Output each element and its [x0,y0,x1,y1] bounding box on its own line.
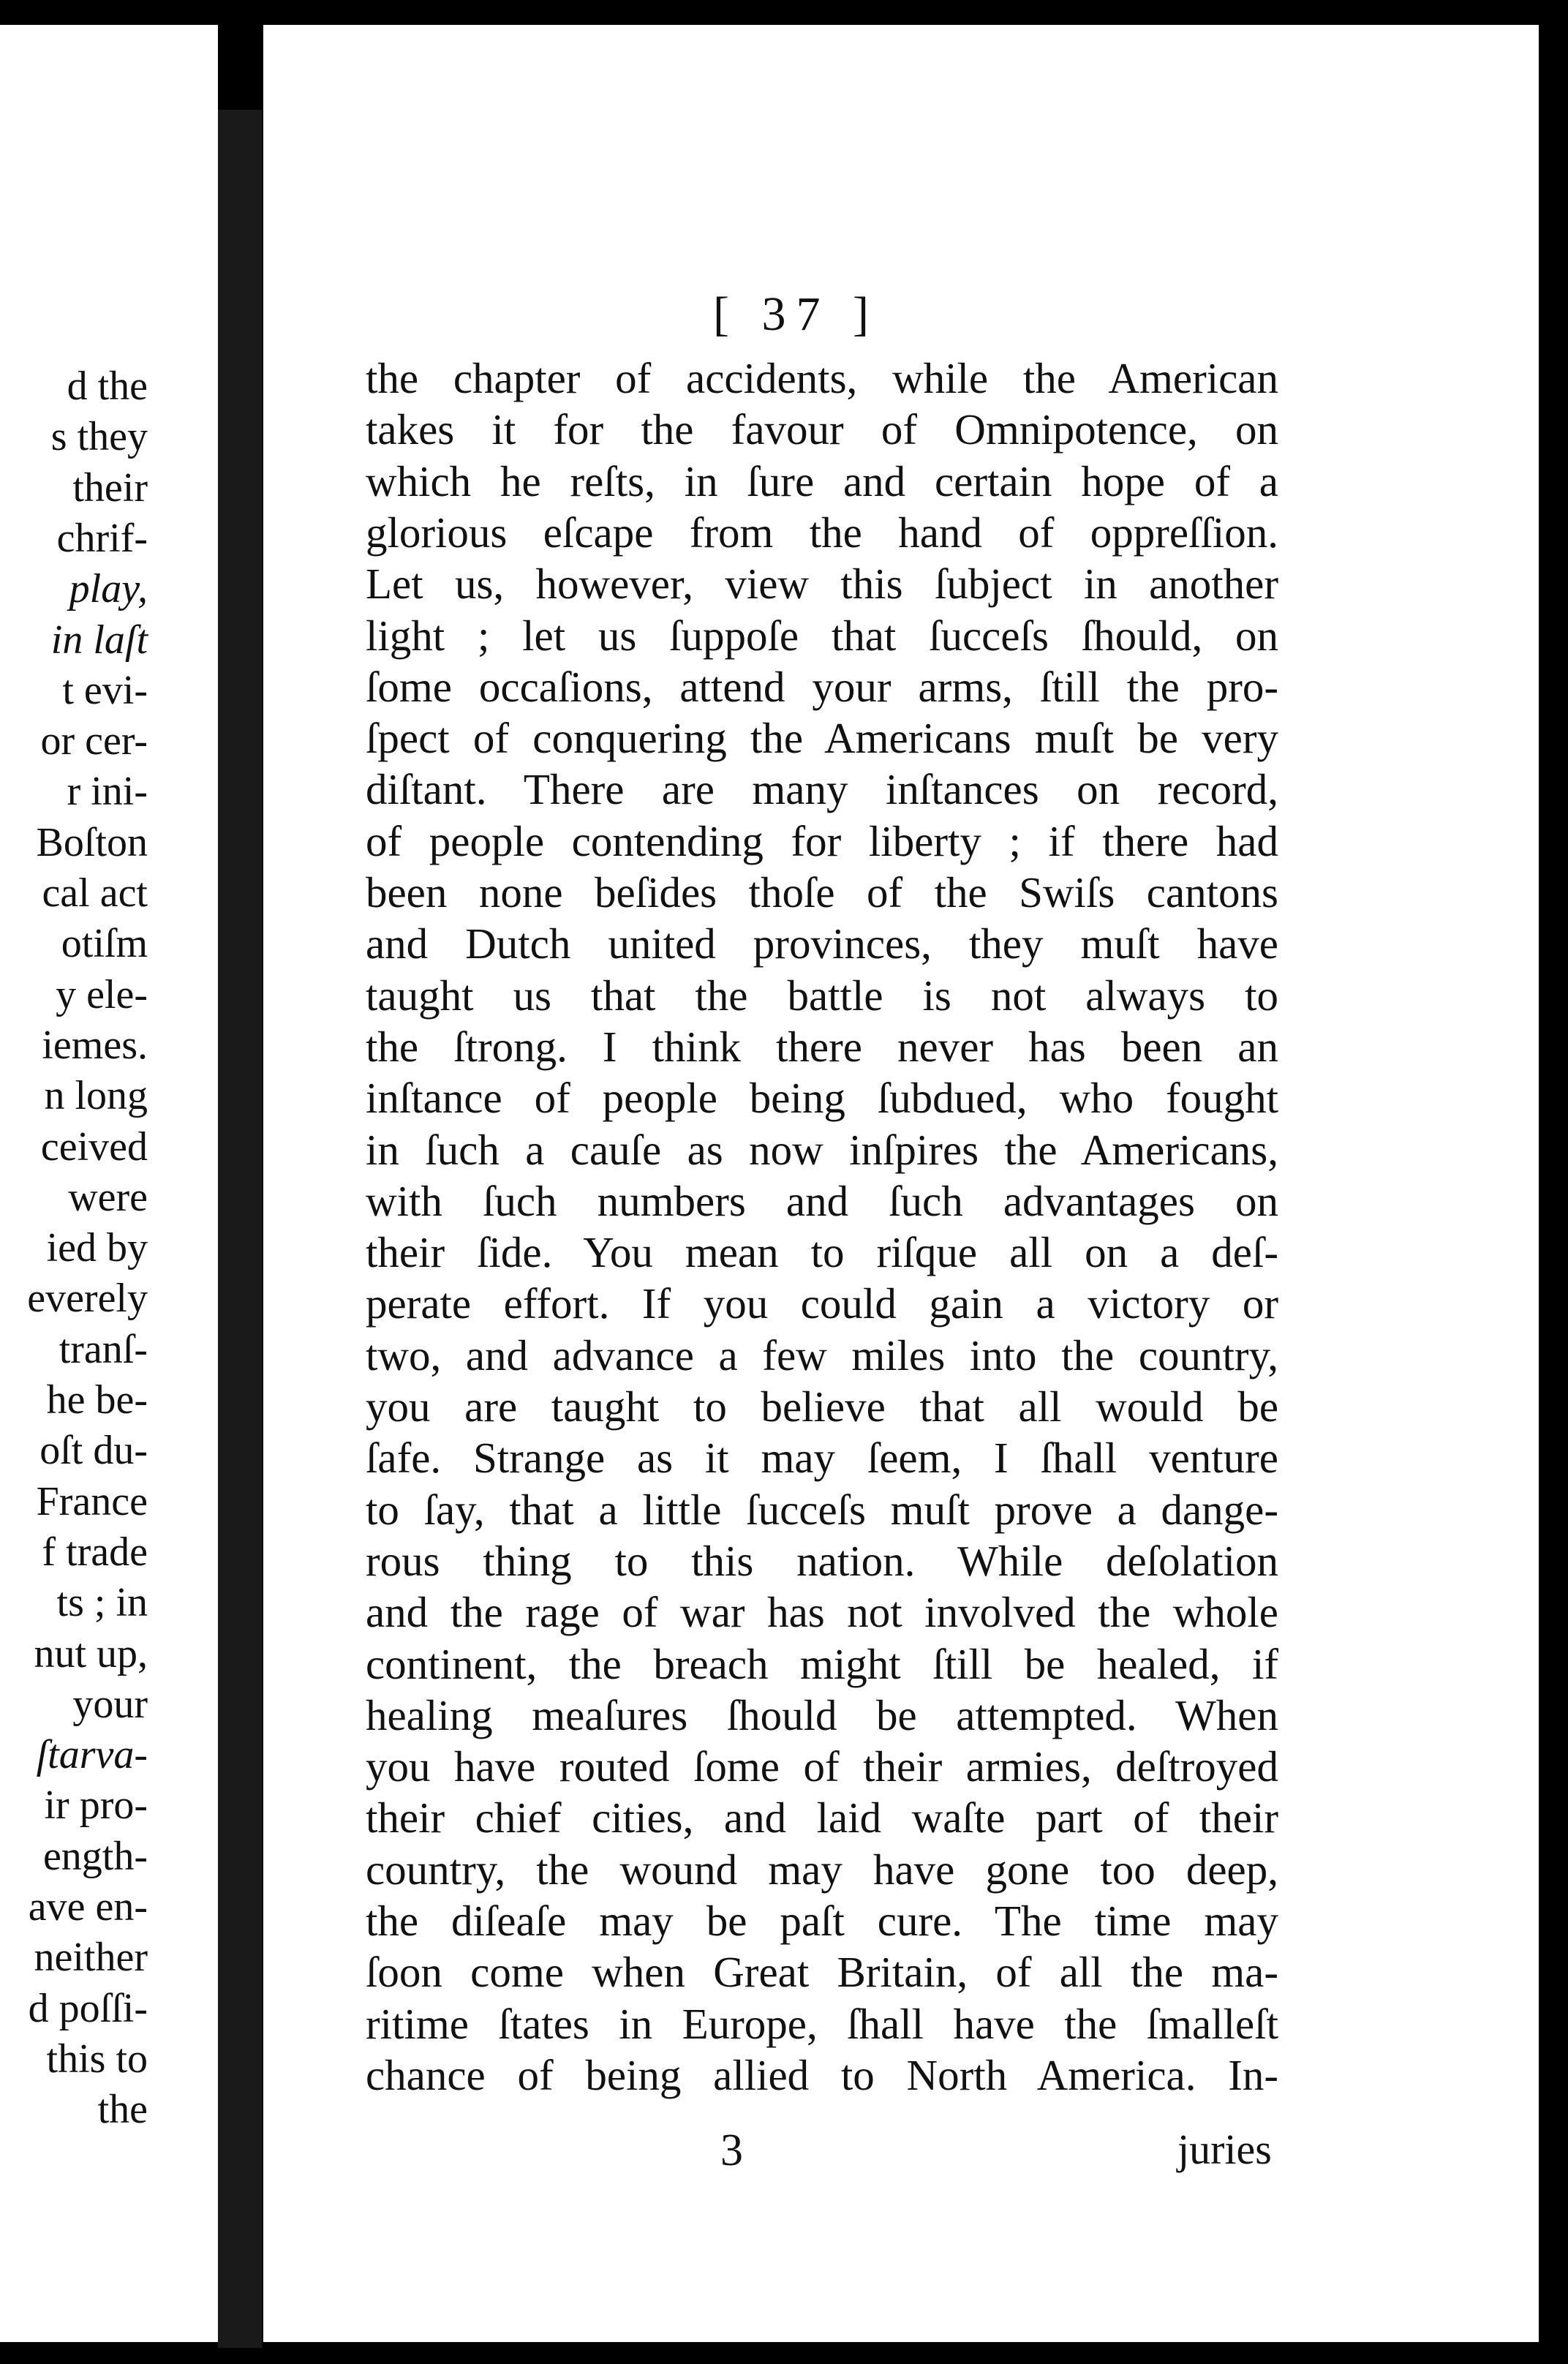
text-line: Let us, however, view this ſubject in another [366,560,1278,609]
left-page-line: n long [44,1073,148,1119]
left-page-line: the [97,2087,148,2133]
left-page-line: chrif- [56,515,148,561]
left-page-line: neither [34,1935,148,1981]
left-page-line: were [68,1174,148,1220]
text-line: to ſay, that a little ſucceſs muſt prove a dange- [366,1485,1278,1534]
text-line: the diſeaſe may be paſt cure. The time may [366,1897,1278,1945]
catchword: juries [1177,2126,1272,2173]
text-line: country, the wound may have gone too deep, [366,1845,1278,1894]
text-line: their ſide. You mean to riſque all on a deſ- [366,1228,1278,1277]
text-line: takes it for the favour of Omnipotence, on [366,405,1278,454]
right-page-edge [1539,25,1568,2342]
left-page-line: f trade [42,1529,148,1575]
text-line: ritime ſtates in Europe, ſhall have the ſmalleſt [366,1999,1278,2048]
text-line: ſome occaſions, attend your arms, ſtill the pro- [366,662,1278,711]
text-line: of people contending for liberty ; if there had [366,816,1278,865]
page-number: [ 37 ] [713,287,879,341]
left-page-line: oſt du- [39,1428,148,1474]
left-page-line: r ini- [67,769,148,815]
text-line: healing meaſures ſhould be attempted. When [366,1690,1278,1739]
left-page-line: or cer- [40,718,148,764]
text-line: two, and advance a few miles into the country, [366,1330,1278,1379]
text-line: you have routed ſome of their armies, deſtroyed [366,1742,1278,1791]
text-line: been none beſides thoſe of the Swiſs cantons [366,868,1278,916]
left-page-line: ir pro- [44,1783,148,1829]
left-page-line: ceived [40,1123,148,1170]
text-line: inſtance of people being ſubdued, who fought [366,1074,1278,1123]
text-line: continent, the breach might ſtill be healed, if [366,1639,1278,1688]
text-line: chance of being allied to North America. In- [366,2050,1278,2099]
text-line: light ; let us ſuppoſe that ſucceſs ſhould, on [366,611,1278,660]
left-page-line: t evi- [62,667,148,713]
left-page-fragment [0,25,218,2342]
left-page-line: otiſm [61,921,148,967]
text-line: diſtant. There are many inſtances on record, [366,765,1278,814]
text-line: ſpect of conquering the Americans muſt be very [366,714,1278,763]
left-page-line: play, [69,566,148,612]
left-page-line: this to [46,2036,148,2082]
left-page-line: your [72,1681,148,1727]
text-line: the ſtrong. I think there never has been an [366,1022,1278,1071]
text-line: glorious eſcape from the hand of oppreſſion. [366,508,1278,557]
text-line: you are taught to believe that all would be [366,1382,1278,1431]
left-page-line: ength- [42,1833,148,1879]
left-page-line: cal act [42,870,148,916]
text-line: perate effort. If you could gain a victory or [366,1279,1278,1328]
text-line: ſoon come when Great Britain, of all the ma- [366,1948,1278,1997]
left-page-line: in laſt [50,617,148,663]
left-page-line: iemes. [42,1022,148,1068]
text-line: the chapter of accidents, while the American [366,354,1278,402]
left-page-line: ts ; in [56,1580,148,1626]
left-page-line: y ele- [56,971,148,1017]
text-line: in ſuch a cauſe as now inſpires the Americans, [366,1125,1278,1174]
left-page-line: everely [27,1276,148,1322]
text-line: with ſuch numbers and ſuch advantages on [366,1176,1278,1225]
text-line: rous thing to this nation. While deſolation [366,1536,1278,1585]
left-page-line: nut up, [34,1630,148,1676]
left-page-line: s they [50,414,148,460]
left-page-line: ied by [46,1225,148,1271]
text-line: and the rage of war has not involved the whole [366,1588,1278,1637]
left-page-line: tranſ- [59,1326,148,1372]
text-line: their chief cities, and laid waſte part of their [366,1793,1278,1842]
text-line: ſafe. Strange as it may ſeem, I ſhall venture [366,1434,1278,1483]
left-page-line: d the [67,364,148,409]
signature-mark: 3 [720,2126,743,2175]
text-line: which he reſts, in ſure and certain hope of a [366,456,1278,505]
left-page-line: ſtarva- [36,1732,148,1778]
text-line: taught us that the battle is not always to [366,971,1278,1020]
left-page-line: ave en- [28,1884,148,1930]
left-page-line: Boſton [36,819,148,865]
left-page-line: France [36,1478,148,1524]
book-gutter [218,110,262,2348]
left-page-line: d poſſi- [28,1985,148,2031]
text-line: and Dutch united provinces, they muſt have [366,919,1278,968]
left-page-line: their [72,464,148,511]
left-page-line: he be- [46,1377,148,1423]
